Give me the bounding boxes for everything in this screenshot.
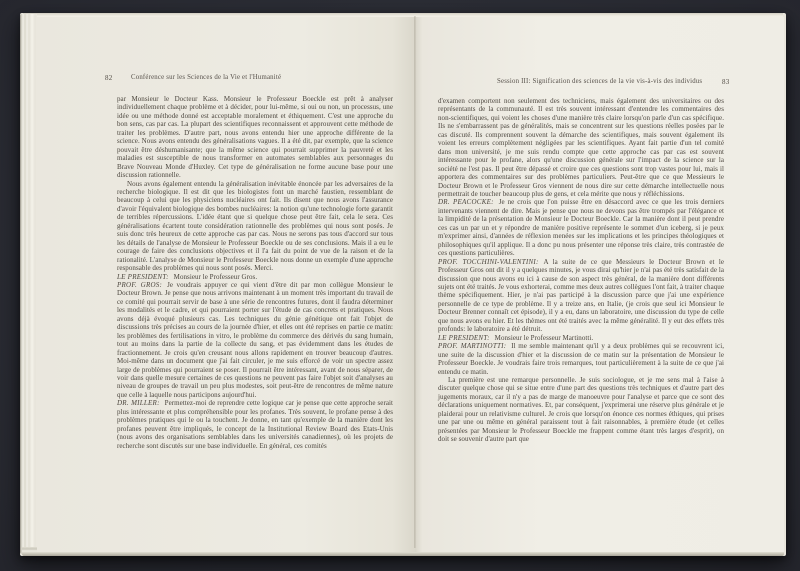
right-page [415,17,784,552]
left-running-title: Conférence sur les Sciences de la Vie et l'Humanité [131,74,282,81]
speech-paragraph: PROF. GROS: Je voudrais appuyer ce qui vient d'être dit par mon collègue Monsieur le Docteur Brown. Je pense que nous arrivons maintenant à un moment très important du travail de ce comité qui pourrait servir de base à une série de rencontres futures, dont il faudra déterminer les modalités et le cadre, et qui pourraient porter sur l'étude de cas concrets et pratiques. Nous avons déjà évoqué plusieurs cas. Les techniques du génie génétique ont fait l'objet de discussions très précises au cours de la journée d'hier, et elles ont été reprises en partie ce matin: les problèmes des fertilisations in vitro, le problème du commerce des dérivés du sang humain, tout au moins dans la partie de la collecte du sang, et pas évidemment dans les études de fractionnement. Je crois qu'en creusant nous allons rapidement en trouver beaucoup d'autres. Moi-même dans un document que j'ai fait circuler, je me suis efforcé de voir un spectre assez large de problèmes qui pourraient se poser. Il pourrait être intéressant, avant de nous séparer, de voir dans quelle mesure certaines de ces questions ne peuvent pas faire l'objet soit d'analyses au niveau de groupes de travail un peu plus modestes, soit peut-être de rencontres de même nature que celle à laquelle nous participons aujourd'hui. [117,280,393,399]
left-page-body [117,95,393,450]
paragraph: par Monsieur le Docteur Kass. Monsieur le Professeur Boeckle est prêt à analyser individuellement chaque problème et à décider, pour lui-même, si oui ou non, un processus, une idée ou une méthode donné est acceptable moralement et éthiquement. C'est une approche du bon sens, cas par cas. La plupart des scientifiques reconnaissent et approuvent cette méthode de traiter les problèmes. D'autre part, nous avons entendu hier une approche différente de la science. Nous avons entendu des généralisations vagues. Il a été dit, par exemple, que la science pouvait être déshumanisante; que la même science qui pourrait supprimer la pauvreté et les maladies est susceptible de nous transformer en automates semblables aux personnages du Brave Nouveau Monde d'Huxley. Cet type de généralisation ne forme aucune base pour une discussion rationnelle. [117,95,393,180]
speaker-label: DR. MILLER: [117,399,160,408]
speech-paragraph: LE PRESIDENT: Monsieur le Professeur Gros. [117,272,258,281]
right-running-title: Session III: Signification des sciences de la vie vis-à-vis des individus [497,78,703,85]
page-stack-left-edge [20,14,37,554]
speaker-label: DR. PEACOCKE: [438,198,494,207]
book-gutter [414,16,416,548]
speech-paragraph: PROF. MARTINOTTI: Il me semble maintenant qu'il y a deux problèmes qui se recouvrent ici, une suite de la discussion d'hier et la discussion de ce matin sur la présentation de Monsieur le Professeur Boeckle. Je voudrais faire trois remarques, tout particulièrement à la suite de ce que j'ai entendu ce matin. [438,342,724,376]
speaker-label: LE PRESIDENT: [117,272,169,281]
speech-paragraph: DR. MILLER: Permettez-moi de reprendre cette logique car je pense que cette approche serait plus intéressante et plus compréhensible pour les profanes. Très souvent, le profane pense à des problèmes pratiques qui le ou la touchent. Je donne, en tant qu'exemple de la manière dont les profanes peuvent être impliqués, le concept de la Institutional Review Board des Etats-Unis (nous avons des organisations semblables dans les universités canadiennes), où les projets de recherche sont discutés sur une base individuelle. En général, ces comités [117,399,393,450]
speaker-label: PROF. MARTINOTTI: [438,342,507,351]
speaker-label: PROF. GROS: [117,280,163,289]
speech-paragraph: PROF. TOCCHINI-VALENTINI: A la suite de ce que Messieurs le Docteur Brown et le Professeur Gros ont dit il y a quelques minutes, je vous dirai qu'hier je n'ai pas été très satisfait de la discussion que nous avons eu ici à cause de son aspect très général, de la manière dont différents sujets ont été traités. Je vous exhorterai, comme mes deux autres collègues l'ont fait, à traiter chaque thème spécifiquement. Hier, je n'ai pas participé à la discussion parce que j'ai une expérience personnelle de ce type de problème. Il y a treize ans, en Italie, (je crois que seul ici Monsieur le Docteur Brenner connaît cet épisode), il y a eu, dans un laboratoire, une discussion du type de celle que nous avons eu hier. Et les thèmes ont été traités avec la même généralité. Il y eut des effets très profonds: le laboratoire a été détruit. [438,257,724,334]
right-page-number: 83 [722,78,730,86]
right-page-body [438,97,724,444]
book-spread [20,13,786,556]
speech-paragraph: DR. PEACOCKE: Je ne crois que l'on puisse être en désaccord avec ce que les trois derniers intervenants viennent de dire. Mais je pense que nous ne devons pas être trompés par l'élégance et la limpidité de la présentation de Monsieur le Docteur Boeckle. Car la manière dont il peut prendre ces cas un par un et y répondre de manière positive représente le sommet d'un iceberg, si je peux m'exprimer ainsi, d'années de réflexion menées sur les implications et les principes théologiques et philosophiques qu'il applique. Il a donc pu nous présenter une réponse très claire, très contrastée de ces questions particulières. [438,198,724,258]
left-page [37,17,415,552]
paragraph: d'examen comportent non seulement des techniciens, mais également des universitaires ou des représentants de la communauté. Il est très souvent intéressant d'entendre les commentaires des non-scientifiques, qui voient les choses d'une manière très claire lorsqu'on parle d'un cas spécifique. Ils ne s'embarrassent pas de généralités, mais se concentrent sur les questions réelles posées par le cas discuté. Ils comprennent souvent la démarche des scientifiques, mais souvent également ils voient les erreurs complètement négligées par les scientifiques. Ayant fait partie d'un tel comité dans mon université, je me suis rendu compte que cette approche cas par cas est souvent intéressante pour le profane, alors qu'une discussion générale sur l'impact de la science sur la société ne l'est pas. Il peut être dépassé et croire que ces questions sont trop vastes pour lui, mais il apportera des commentaires sur des problèmes particuliers. Peut-être que ce que Messieurs le Docteur Brown et le Professeur Gros viennent de nous dire sur cette démarche intellectuelle nous permettrait de toucher beaucoup plus de gens, et cela mérite que nous y réfléchissions. [438,97,724,198]
left-page-number: 82 [105,74,113,82]
speaker-label: LE PRESIDENT: [438,333,490,342]
paragraph: La première est une remarque personnelle. Je suis sociologue, et je me sens mal à l'aise à discuter quelque chose qui se situe entre d'une part des questions très techniques et d'autre part des jugements moraux, car il n'y a pas de marge de manoeuvre pour l'analyse et parce que ce sont des déclarations uniquement normatives. Et, par conséquent, j'exprimerai une réserve plus générale et je plaiderai pour un relativisme culturel. Je crois que lorsqu'on énonce ces normes éthiques, qui prises une par une ou même en général paraissent tout à fait raisonnables, à première étude (et celles présentées par Monsieur le Professeur Boeckle me frappent comme étant très larges d'esprit), on doit se souvenir d'autre part que [438,375,724,444]
speech-paragraph: LE PRESIDENT: Monsieur le Professeur Martinotti. [438,333,594,342]
paragraph: Nous avons également entendu la généralisation inévitable énoncée par les adversaires de la recherche biologique. Il est dit que les biologistes font un marché faustien, ressemblant de beaucoup à celui que les physiciens nucléaires ont fait. Ils disent que nous avons l'assurance d'avoir l'équivalent biologique des bombes nucléaires: la notion qu'une technologie forte garantit de terribles répercussions. L'idée étant que si quelque chose peut être fait, cela le sera. Ces généralisations écartent toute considération rationnelle des problèmes qui nous sont posés. Je suis donc très heureux de cette approche cas par cas. Nous ne serons pas tous d'accord sur tous les détails de l'analyse de Monsieur le Professeur Boeckle ou de ses conclusions. Mais il a eu le courage de faire des conclusions objectives et il l'a fait du point de vue de la raison et de la rationalité. L'analyse de Monsieur le Professeur Boeckle nous donne un exemple d'une approche responsable des problèmes qui nous sont posés. Merci. [117,179,393,273]
speaker-label: PROF. TOCCHINI-VALENTINI: [438,257,539,266]
